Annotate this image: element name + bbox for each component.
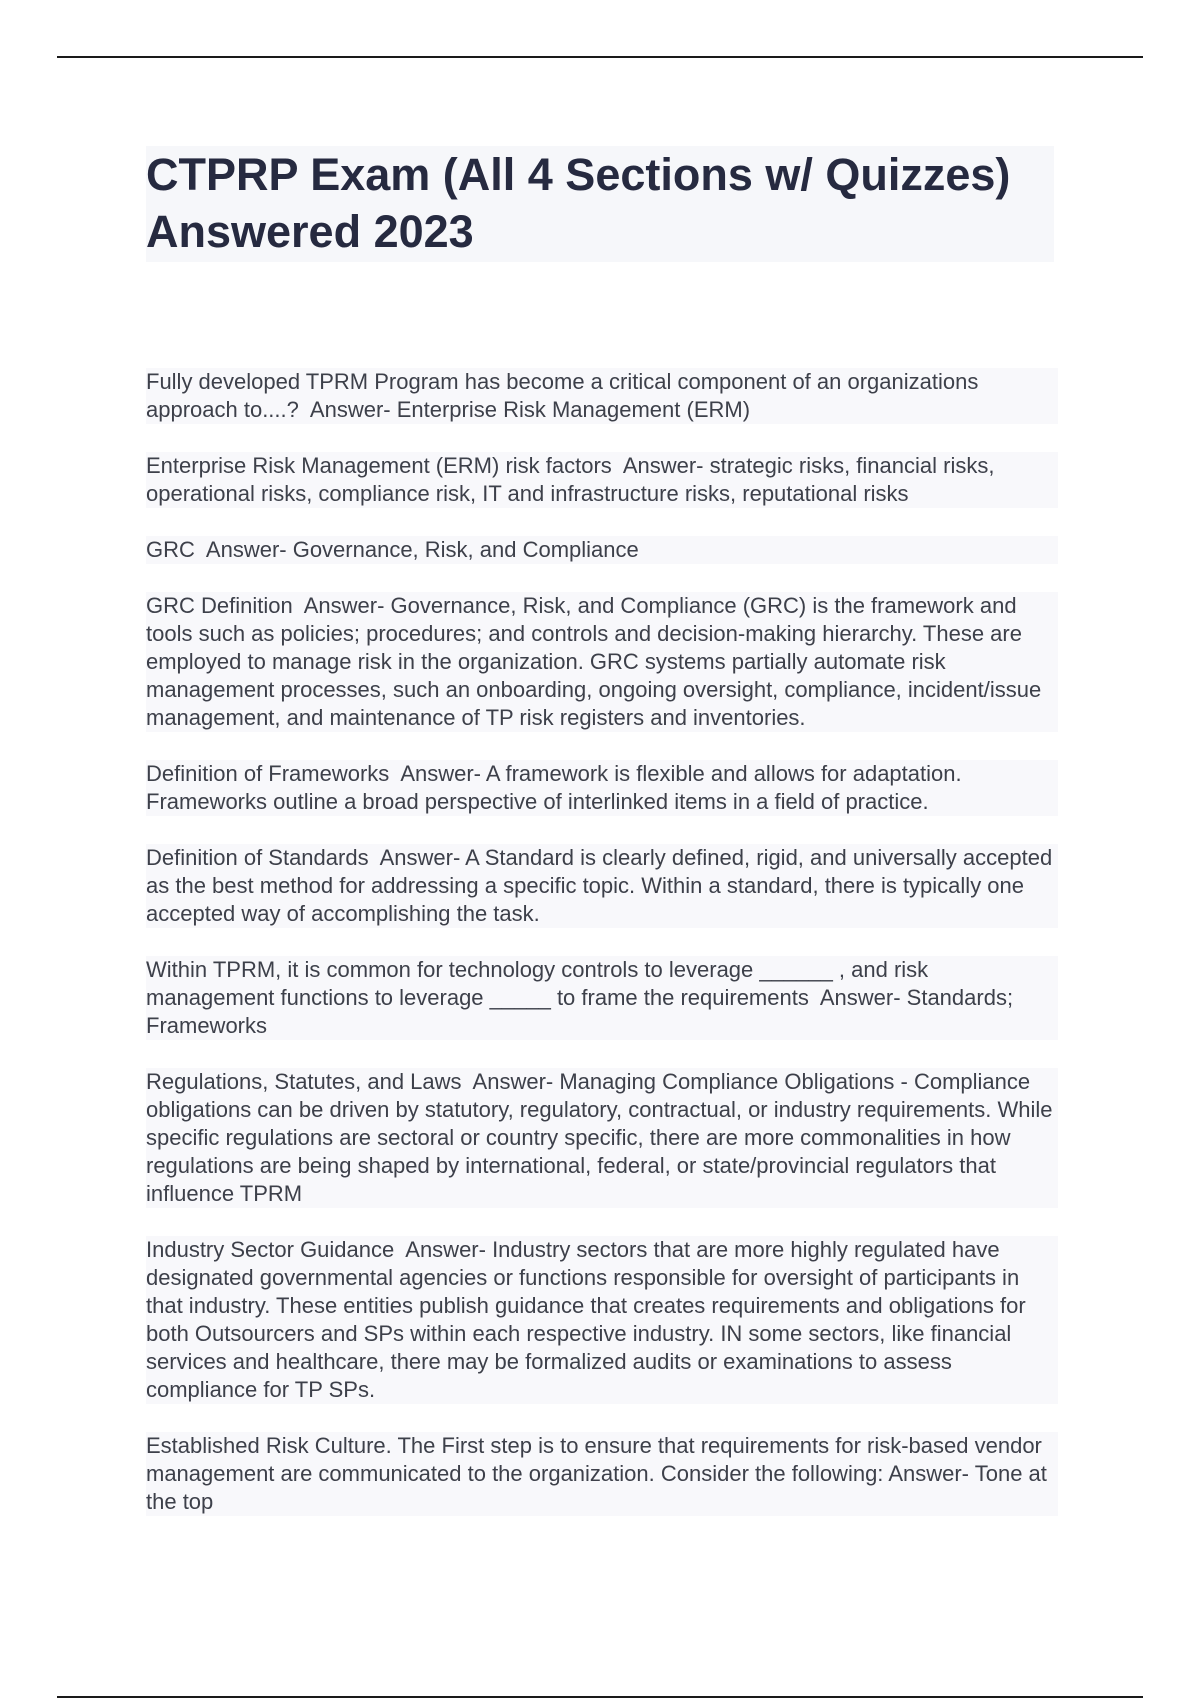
qa-entry-7 — [146, 956, 1058, 1040]
question-text: Established Risk Culture. The First step is to ensure that requirements for risk-based vendor management are communicated to the organization. Consider the following: — [146, 1433, 1042, 1486]
answer-text: Answer- strategic risks, financial risks, operational risks, compliance risk, IT and infrastructure risks, reputational risks — [146, 453, 995, 506]
qa-entry-2 — [146, 452, 1058, 508]
qa-entry-8 — [146, 1068, 1058, 1208]
answer-text: Answer- Tone at the top — [146, 1461, 1047, 1514]
document-title: CTPRP Exam (All 4 Sections w/ Quizzes) Answered 2023 — [146, 149, 1011, 257]
qa-entry-9 — [146, 1236, 1058, 1404]
qa-entry-5 — [146, 760, 1058, 816]
question-text: Industry Sector Guidance — [146, 1237, 395, 1262]
answer-text: Answer- A Standard is clearly defined, rigid, and universally accepted as the best method for addressing a specific topic. Within a standard, there is typically one accepted way of accomplishing the task. — [146, 845, 1053, 926]
qa-entry-4 — [146, 592, 1058, 732]
header-rule — [57, 56, 1143, 58]
answer-text: Answer- A framework is flexible and allows for adaptation. Frameworks outline a broad perspective of interlinked items in a field of practice. — [146, 761, 962, 814]
answer-text: Answer- Governance, Risk, and Compliance (GRC) is the framework and tools such as policies; procedures; and controls and decision-making hierarchy. These are employed to manage risk in the organization. GRC systems partially automate risk management processes, such an onboarding, ongoing oversight, compliance, incident/issue management, and maintenance of TP risk registers and inventories. — [146, 593, 1042, 730]
question-text: GRC — [146, 537, 195, 562]
qa-entry-6 — [146, 844, 1058, 928]
title-block — [146, 146, 1054, 262]
answer-text: Answer- Standards; Frameworks — [146, 985, 1014, 1038]
qa-entry-1 — [146, 368, 1058, 424]
qa-entry-10 — [146, 1432, 1058, 1516]
answer-text: Answer- Managing Compliance Obligations - Compliance obligations can be driven by statutory, regulatory, contractual, or industry requirements. While specific regulations are sectoral or country specific, there are more commonalities in how regulations are being shaped by international, federal, or state/provincial regulators that influence TPRM — [146, 1069, 1053, 1206]
qa-entry-3 — [146, 536, 1058, 564]
question-text: Definition of Frameworks — [146, 761, 390, 786]
answer-text: Answer- Industry sectors that are more highly regulated have designated governmental agencies or functions responsible for oversight of participants in that industry. These entities publish guidance that creates requirements and obligations for both Outsourcers and SPs within each respective industry. IN some sectors, like financial services and healthcare, there may be formalized audits or examinations to assess compliance for TP SPs. — [146, 1237, 1026, 1402]
qa-list — [146, 368, 1058, 1544]
answer-text: Answer- Enterprise Risk Management (ERM) — [309, 397, 751, 422]
question-text: Fully developed TPRM Program has become a critical component of an organizations approach to....? — [146, 369, 979, 422]
question-text: Definition of Standards — [146, 845, 369, 870]
question-text: Regulations, Statutes, and Laws — [146, 1069, 462, 1094]
answer-text: Answer- Governance, Risk, and Compliance — [205, 537, 639, 562]
question-text: GRC Definition — [146, 593, 293, 618]
footer-rule — [57, 1696, 1143, 1698]
question-text: Within TPRM, it is common for technology controls to leverage ______ , and risk management functions to leverage _____ to frame the requirements — [146, 957, 929, 1010]
question-text: Enterprise Risk Management (ERM) risk factors — [146, 453, 612, 478]
